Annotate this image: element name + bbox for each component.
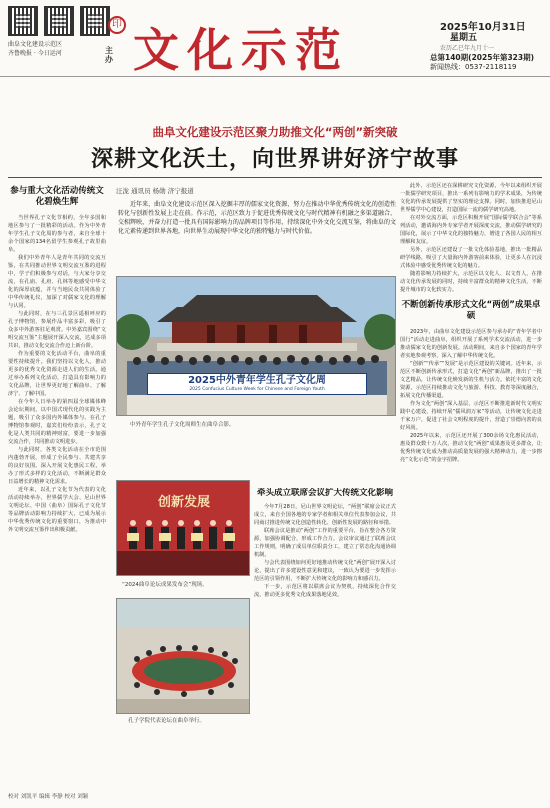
article-paragraph: 与会代表围绕如何更好地推动传统文化“两创”展开深入讨论，提出了许多建设性意见和建议，一致认为要进一步发挥示范区的引领作用，不断扩大传统文化的影响力和感召力。 xyxy=(254,560,396,582)
article-paragraph: “创新”“传承”“发展”是示范区建设的关键词。近年来，示范区不断创新传承形式，打造文化“两创”新品牌，推出了一批文艺精品，让传统文化焕发新的生机与活力。依托丰富的文化资源，示范区持续推动文化与旅游、科技、教育等深度融合，拓展文化传播渠道。 xyxy=(400,361,542,399)
section-subhead: 牵头成立联席会议扩大传统文化影响 xyxy=(256,488,393,498)
qr-code-icon[interactable] xyxy=(44,6,74,36)
main-headline[interactable]: 深耕文化沃土，向世界讲好济宁故事 xyxy=(90,146,459,172)
forum-illustration xyxy=(117,599,250,714)
photo-caption: 中外青年学生孔子文化周师生在曲阜合影。 xyxy=(130,422,235,428)
article-paragraph: 作为重要的文化活动平台，曲阜的重要性持续提升。我们坚持以文化人，推动更多的优秀文化资源走进人们的生活。通过举办系列文化活动，打造具有影响力的文化品牌，让世界更好地了解曲阜、了解济宁、了解中国。 xyxy=(8,351,106,397)
article-paragraph: 另外，示范区还建设了一批文化体验基地，推出一批精品研学线路，吸引了大量海内外游客前来体验，让更多人在沉浸式体验中感受优秀传统文化的魅力。 xyxy=(400,247,542,269)
lunar-date: 农历乙巳年九月十一 xyxy=(440,45,495,52)
article-paragraph: 下一步，示范区将以联席会议为契机，持续深化合作交流，推动更多优秀文化成果落地见效。 xyxy=(254,584,396,598)
headline-divider xyxy=(8,177,542,178)
article-paragraph: 当世界孔子文化节相约，全年多国和地区参与了一批精彩的活动。作为中外青年学生孔子文化周的参与者，来自全球十余个国家的134名留学生参观孔子故里曲阜。 xyxy=(8,215,106,253)
article-paragraph: 在对外交流方面，示范区积极开展“国际儒学联合会”等系列活动，邀请海内外专家学者开展深度交流，推动儒学研究的国际化，展示了中华文化的独特魅力，增进了各国人民的相互理解和友谊。 xyxy=(400,215,542,245)
article-paragraph: 作为文化“两创”深入基层，示范区不断推进新时代文明实践中心建设，持续开展“儒风润万家”等活动，让传统文化走进千家万户，促进了社会文明程度的提升，营造了崇德向善的良好风尚。 xyxy=(400,401,542,431)
qr-code-icon[interactable] xyxy=(80,6,110,36)
issue-weekday: 星期五 xyxy=(450,33,478,43)
issue-date: 2025年10月31日 xyxy=(440,22,526,33)
news-hotline: 新闻热线：0537-2118119 xyxy=(430,63,517,71)
photo-banner xyxy=(147,373,367,395)
section-subhead: 参与重大文化活动传统文化碧焕生辉 xyxy=(10,186,104,207)
article-paragraph: 今年7月28日，尼山世界文明论坛，“两创”联席会议正式成立，来自全国各地的专家学者和相关单位代表参加会议，共同商讨推进传统文化创造性转化、创新性发展的路径和举措。 xyxy=(254,504,396,526)
photo-caption: “2024曲阜论坛成果发布会”现场。 xyxy=(122,582,208,588)
qr-code-icon[interactable] xyxy=(8,6,38,36)
masthead-divider xyxy=(0,76,550,77)
newspaper-logo: 文化示范 xyxy=(133,23,349,77)
sponsor-line: 齐鲁晚报 · 今日运河 xyxy=(8,50,62,57)
banner-subtitle: 2025 Confucius Culture Week for Chinese and Foreign Youth xyxy=(189,387,325,392)
photo-caption: 孔子学院代表论坛在曲阜举行。 xyxy=(128,718,206,724)
masthead xyxy=(0,0,550,102)
left-article-column xyxy=(8,182,106,787)
sponsor-block xyxy=(8,40,113,64)
article-paragraph: 近年来，以孔子文化节为代表的文化活动持续举办，世界儒学大会、尼山世界文明论坛、中国（曲阜）国际孔子文化节等品牌活动影响力持续扩大，已成为展示中华优秀传统文化的重要窗口，为推动中外文明交流互鉴作出积极贡献。 xyxy=(8,487,106,533)
seal-icon: 印 xyxy=(108,16,126,34)
forum-photo[interactable] xyxy=(116,598,250,714)
lead-paragraph: 近年来，曲阜文化建设示范区深入挖掘丰厚的儒家文化资源，努力在推动中华优秀传统文化的创造性转化与创新性发展上走在前。作示范，示范区致力于促进优秀传统文化与时代精神有机融之多渠道融合、交相辉映，并奋力打造一批具有国际影响力的品牌项目等作用，持续深化中外文化交流互鉴，将曲阜的文化元素传递到世界各地，向世界生动展现中华文化的独特魅力与时代价值。 xyxy=(118,201,396,235)
article-paragraph: 2025年以来，示范区还开展了300余场文化惠民活动，惠及群众数十万人次，推动文化“两创”成果惠及更多群众，让优秀传统文化成为推动高质量发展的强大精神动力，进一步擦亮“文化示范”的金字招牌。 xyxy=(400,433,542,463)
qr-code-group xyxy=(8,6,110,36)
host-label: 主办 xyxy=(105,46,113,64)
article-paragraph: 我们中外青年人是青年共同的交流互鉴，在共同推动世界文明交流互鉴的进程中，学子们积极参与对话，与大家分享交流，在孔庙、孔府、孔林等地感受中华文化的深厚底蕴，并与当地民众共同体验了中华传统礼仪，加深了对儒家文化的理解与认同。 xyxy=(8,255,106,309)
right-article-column xyxy=(400,182,542,792)
page-footer: 校对 刘凯平 编辑 李静 校对 刘颖 xyxy=(8,794,89,800)
article-paragraph: 与此同时，各类文化活动在全市范围内蓬勃开展，形成了全民参与、共建共享的良好氛围。深入开展文化惠民工程，举办了形式多样的文化活动，不断满足群众日益增长的精神文化需求。 xyxy=(8,447,106,485)
article-paragraph: 此外，示范区还在深耕研究文化资源，今年以来组织开展一批儒学研究项目，推出一系列有影响力的学术成果，为传统文化的传承发展提供了坚实的理论支撑。同时，加快推进尼山世界儒学中心建设，打造国际一流的儒学研究高地。 xyxy=(400,183,542,213)
section-subhead: 不断创新传承形式文化“两创”成果卓硕 xyxy=(401,300,541,321)
article-paragraph: 随着影响力持续扩大，示范区以文化人、以文育人，在推动文化传承发展的同时，持续丰富群众的精神文化生活，不断提升城市的文化软实力。 xyxy=(400,271,542,293)
stage-backdrop-text: 创新发展 xyxy=(157,495,210,510)
temple-illustration xyxy=(117,277,396,416)
issue-number: 总第140期(2025年第323期) xyxy=(430,53,535,62)
banner-title: 2025中外青年学生孔子文化周 xyxy=(188,375,326,386)
headline-kicker: 曲阜文化建设示范区聚力助推文化“两创”新突破 xyxy=(152,125,398,139)
mid-article-column xyxy=(254,488,396,684)
byline: 汪泷 通讯员 杨勋 济宁报道 xyxy=(116,187,194,195)
article-paragraph: 在今年人日举办的第四届全球媒体峰会论坛期间，以中国式现代化的实践为主题，吸引了众多国内外媒体参与。在孔子博物馆参观时，嘉宾们纷纷表示，孔子文化是人类共同的精神财富，要进一步加强交流合作，共同推动文明进步。 xyxy=(8,399,106,445)
article-paragraph: 联席会议是推动“两创”工作的重要平台，旨在整合各方资源，加强协调配合，形成工作合力。会议审议通过了联席会议工作规则，明确了成员单位职责分工，建立了常态化沟通协调机制。 xyxy=(254,528,396,558)
article-paragraph: 2023年，由曲阜文化建设示范区参与承办的“青年学者中国行”活动走进曲阜，组织开展了系列学术交流活动，进一步推动儒家文化的创新发展。活动期间，来自多个国家的青年学者实地参观考察，深入了解中华传统文化。 xyxy=(400,329,542,359)
article-paragraph: 与此同时，在与三孔景区遥相呼应的孔子博物馆，参展作品丰富多彩，吸引了众多中外游客驻足观赏。中外嘉宾围绕“文明交流互鉴”主题展开深入交流，达成多项共识，推动文化交流合作迈上新台阶。 xyxy=(8,311,106,349)
sponsor-line: 曲阜文化建设示范区 xyxy=(8,41,63,48)
group-photo[interactable] xyxy=(116,276,396,416)
stage-photo[interactable] xyxy=(116,480,250,576)
